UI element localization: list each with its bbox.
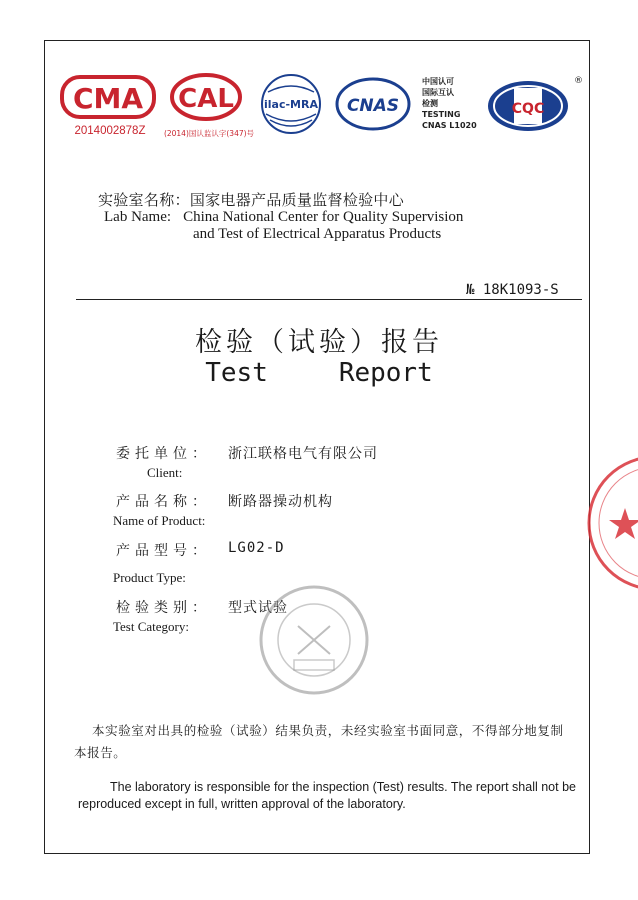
cma-logo	[60, 74, 156, 120]
cqc-logo-text: CQC	[511, 101, 545, 117]
test-category-label-cn: 检验类别：	[116, 600, 211, 616]
cal-caption: (2014)国认监认字(347)号	[163, 129, 255, 138]
cal-logo-text: CAL	[178, 84, 234, 114]
embossed-seal	[256, 582, 372, 698]
red-seal	[585, 448, 638, 598]
lab-label-en: Lab Name:	[104, 209, 172, 225]
report-number: № 18K1093-S	[466, 282, 559, 298]
product-name-label-cn: 产品名称：	[116, 494, 211, 510]
test-category-value: 型式试验	[228, 600, 288, 616]
client-label-cn: 委托单位：	[116, 446, 211, 462]
report-title-cn: 检验（试验）报告	[195, 327, 443, 358]
test-category-label-en: Test Category:	[113, 619, 189, 634]
registered-mark: ®	[574, 76, 583, 86]
lab-value-cn: 国家电器产品质量监督检验中心	[189, 191, 405, 209]
notice-en: The laboratory is responsible for the inspection (Test) results. The report shall not be reproduced except in full, written approval of the laboratory.	[78, 780, 576, 811]
product-type-label-cn: 产品型号：	[116, 543, 211, 559]
client-label-en: Client:	[147, 465, 183, 480]
cnas-mark-line2: 国际互认	[422, 88, 454, 97]
client-value: 浙江联格电气有限公司	[228, 446, 378, 462]
cnas-accreditation-mark	[422, 76, 477, 131]
report-title-en: Test Report	[205, 358, 433, 388]
cqc-logo	[484, 76, 572, 134]
product-type-label-en: Product Type:	[113, 570, 186, 585]
product-name-label-en: Name of Product:	[113, 513, 206, 528]
lab-name-en	[104, 209, 463, 226]
ilac-logo-text: ilac-MRA	[264, 98, 318, 111]
cnas-mark-line1: 中国认可	[422, 77, 454, 86]
cma-logo-text: CMA	[72, 82, 144, 115]
ilac-mra-logo	[256, 72, 326, 136]
product-type-value: LG02-D	[228, 540, 285, 556]
cnas-mark-line5: CNAS L1020	[422, 121, 477, 130]
cnas-logo	[334, 76, 412, 132]
header-divider	[76, 299, 582, 300]
lab-value-en-line2: and Test of Electrical Apparatus Products	[193, 226, 442, 242]
product-name-value: 断路器操动机构	[228, 494, 333, 510]
cnas-mark-line4: TESTING	[422, 110, 461, 119]
cma-number: 2014002878Z	[74, 125, 146, 137]
cnas-mark-line3: 检测	[422, 99, 438, 108]
cal-logo	[168, 72, 244, 122]
certification-logos	[60, 70, 590, 150]
lab-label-cn: 实验室名称：	[98, 191, 190, 209]
lab-value-en-line1: China National Center for Quality Supervision	[183, 209, 464, 225]
lab-name-cn	[98, 189, 404, 210]
notice-cn: 本实验室对出具的检验（试验）结果负责，未经实验室书面同意，不得部分地复制本报告。	[74, 723, 564, 760]
cnas-logo-text: CNAS	[346, 96, 400, 116]
